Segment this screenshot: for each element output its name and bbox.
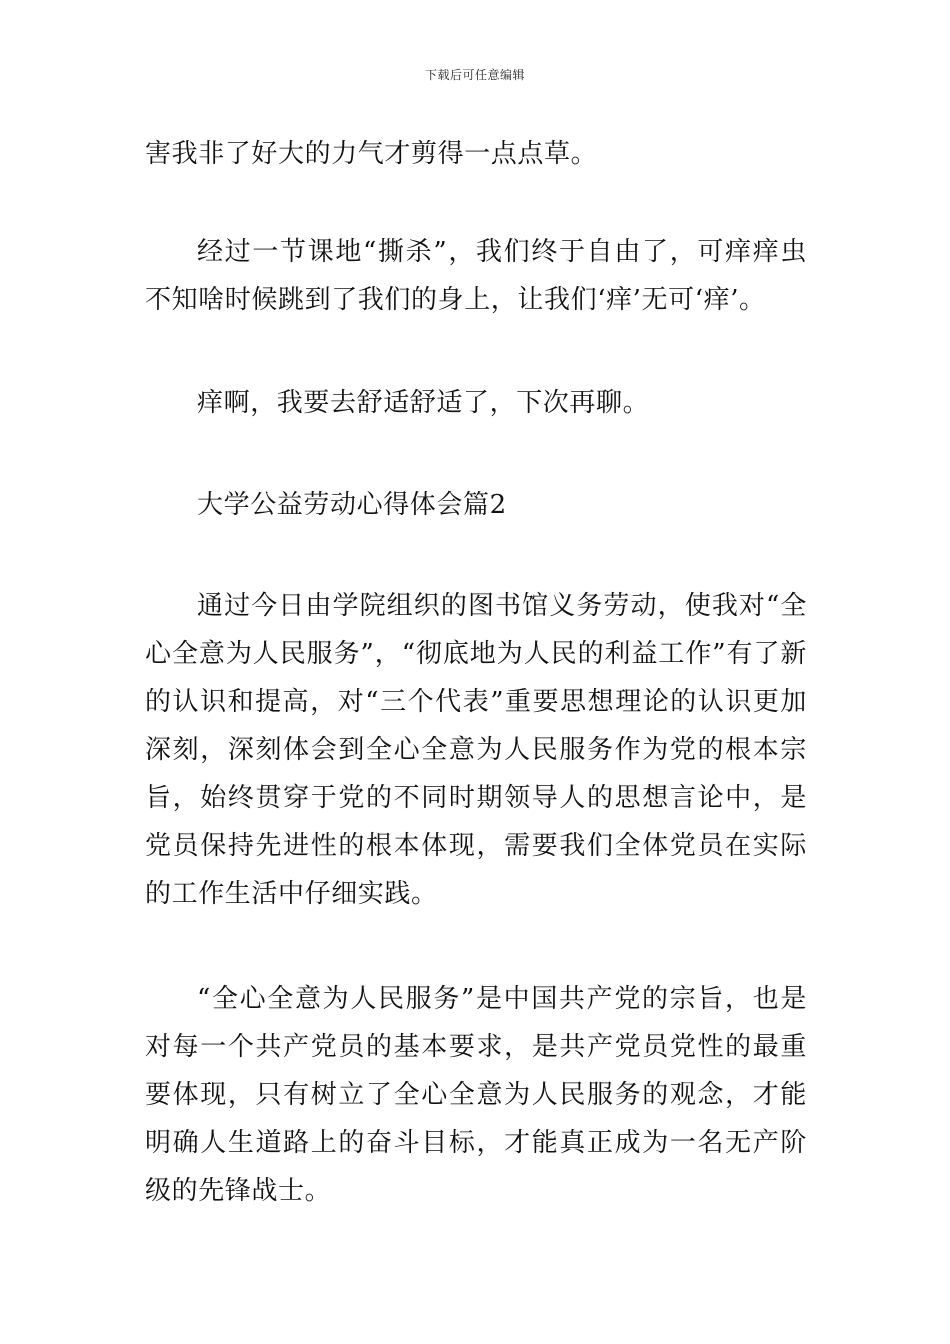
paragraph-farewell: 痒啊，我要去舒适舒适了，下次再聊。 [197, 388, 650, 418]
section-heading: 大学公益劳动心得体会篇2 [197, 490, 507, 520]
paragraph-after-class: 经过一节课地“撕杀”，我们终于自由了，可痒痒虫不知啥时候跳到了我们的身上，让我们‘痒’无可‘痒’。 [145, 237, 807, 315]
paragraph-continuation: 害我非了好大的力气才剪得一点点草。 [145, 139, 598, 169]
paragraph-library-labor: 通过今日由学院组织的图书馆义务劳动，使我对“全心全意为人民服务”，“彻底地为人民的利益工作”有了新的认识和提高，对“三个代表”重要思想理论的认识更加深刻，深刻体会到全心全意为人民服务作为党的根本宗旨，始终贯穿于党的不同时期领导人的思想言论中，是党员保持先进性的根本体现，需要我们全体党员在实际的工作生活中仔细实践。 [145, 591, 807, 909]
paragraph-serve-people: “全心全意为人民服务”是中国共产党的宗旨，也是对每一个共产党员的基本要求，是共产党员党性的最重要体现，只有树立了全心全意为人民服务的观念，才能明确人生道路上的奋斗目标，才能真正成为一名无产阶级的先锋战士。 [145, 984, 807, 1206]
header-note: 下载后可任意编辑 [424, 68, 525, 82]
document-body [145, 130, 807, 1215]
